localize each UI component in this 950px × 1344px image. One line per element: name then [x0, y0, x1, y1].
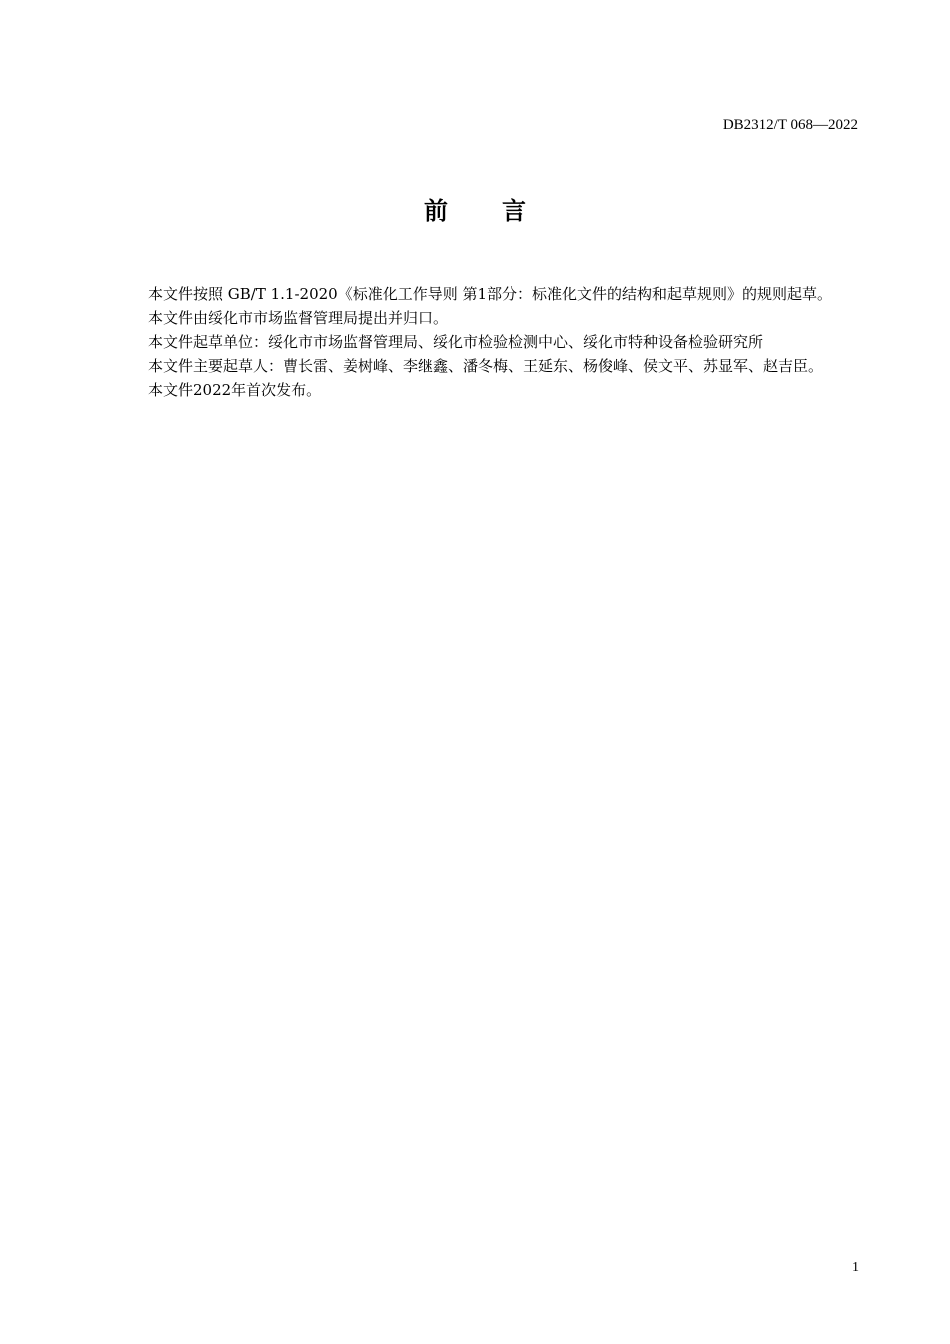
section-title-char-2: 言 — [502, 197, 526, 225]
section-title-char-1: 前 — [424, 197, 448, 225]
document-code: DB2312/T 068—2022 — [722, 117, 858, 133]
paragraph-drafting-units: 本文件起草单位：绥化市市场监督管理局、绥化市检验检测中心、绥化市特种设备检验研究所 — [148, 333, 764, 351]
paragraph-drafting-basis: 本文件按照 GB/T 1.1-2020《标准化工作导则 第1部分：标准化文件的结构和起草规则》的规则起草。 — [148, 285, 833, 303]
paragraph-publication: 本文件2022年首次发布。 — [148, 381, 322, 399]
page-number: 1 — [852, 1260, 859, 1275]
paragraph-proposer: 本文件由绥化市市场监督管理局提出并归口。 — [148, 309, 449, 327]
foreword-body — [114, 282, 860, 402]
section-title — [0, 196, 950, 226]
paragraph-drafters: 本文件主要起草人：曹长雷、姜树峰、李继鑫、潘冬梅、王延东、杨俊峰、侯文平、苏显军、赵吉臣。 — [148, 357, 824, 375]
